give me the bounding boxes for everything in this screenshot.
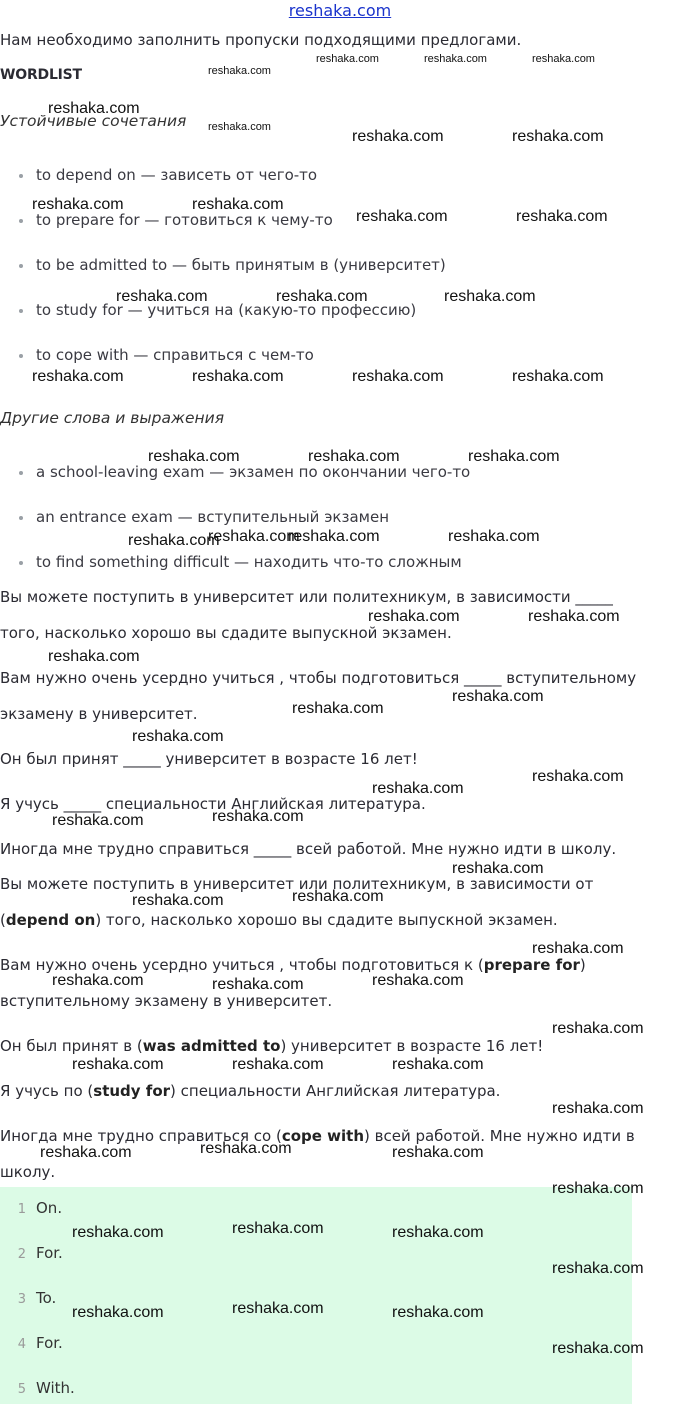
list-item: to prepare for — готовиться к чему-то: [0, 202, 670, 247]
site-header-link[interactable]: reshaka.com: [288, 1, 392, 20]
watermark-text: reshaka.com: [132, 728, 224, 745]
watermark-text: reshaka.com: [200, 1140, 292, 1157]
answer-phrase: was admitted to: [142, 1037, 281, 1055]
watermark-text: reshaka.com: [292, 888, 384, 905]
watermark-text: reshaka.com: [232, 1220, 324, 1237]
watermark-text: reshaka.com: [352, 128, 444, 145]
task-sentence-1: Вы можете поступить в университет или политехникум, в зависимости _____: [0, 588, 613, 606]
wordlist-heading: WORDLIST: [0, 67, 82, 83]
watermark-text: reshaka.com: [288, 528, 380, 545]
list-item: to be admitted to — быть принятым в (университет): [0, 247, 670, 292]
filled-sentence-2-cont: вступительному экзамену в университет.: [0, 992, 333, 1010]
section2-list: [0, 454, 670, 589]
answer-phrase: depend on: [5, 911, 96, 929]
answer-phrase: prepare for: [483, 956, 580, 974]
watermark-text: reshaka.com: [448, 528, 540, 545]
task-sentence-2: Вам нужно очень усердно учиться , чтобы подготовиться _____ вступительному: [0, 669, 637, 687]
watermark-text: reshaka.com: [372, 972, 464, 989]
filled-sentence-1-cont: (depend on) того, насколько хорошо вы сдадите выпускной экзамен.: [0, 911, 558, 929]
list-item: to cope with — справиться с чем-то: [0, 337, 670, 382]
watermark-text: reshaka.com: [148, 448, 240, 465]
filled-sentence-2: Вам нужно очень усердно учиться , чтобы подготовиться к (prepare for): [0, 956, 586, 974]
watermark-text: reshaka.com: [528, 608, 620, 625]
watermark-text: reshaka.com: [72, 1224, 164, 1241]
watermark-text: reshaka.com: [552, 1180, 644, 1197]
intro-text: Нам необходимо заполнить пропуски подходящими предлогами.: [0, 31, 522, 49]
watermark-text: reshaka.com: [392, 1304, 484, 1321]
watermark-text: reshaka.com: [212, 808, 304, 825]
watermark-text: reshaka.com: [516, 208, 608, 225]
watermark-text: reshaka.com: [72, 1056, 164, 1073]
answer-row: 4 For.: [17, 1334, 63, 1352]
watermark-text: reshaka.com: [372, 780, 464, 797]
watermark-text: reshaka.com: [452, 688, 544, 705]
task-sentence-2-cont: экзамену в университет.: [0, 705, 198, 723]
watermark-text: reshaka.com: [276, 288, 368, 305]
watermark-text: reshaka.com: [512, 128, 604, 145]
watermark-text: reshaka.com: [316, 53, 379, 65]
watermark-text: reshaka.com: [356, 208, 448, 225]
filled-sentence-1: Вы можете поступить в университет или политехникум, в зависимости от: [0, 875, 594, 893]
task-sentence-3: Он был принят _____ университет в возрасте 16 лет!: [0, 750, 418, 768]
watermark-text: reshaka.com: [128, 532, 220, 549]
task-sentence-1-cont: того, насколько хорошо вы сдадите выпускной экзамен.: [0, 624, 452, 642]
watermark-text: reshaka.com: [212, 976, 304, 993]
watermark-text: reshaka.com: [40, 1144, 132, 1161]
watermark-text: reshaka.com: [48, 100, 140, 117]
list-item: an entrance exam — вступительный экзамен: [0, 499, 670, 544]
answer-phrase: study for: [93, 1082, 171, 1100]
watermark-text: reshaka.com: [32, 368, 124, 385]
watermark-text: reshaka.com: [208, 528, 300, 545]
watermark-text: reshaka.com: [552, 1260, 644, 1277]
watermark-text: reshaka.com: [232, 1056, 324, 1073]
section2-heading: Другие слова и выражения: [0, 409, 225, 427]
watermark-text: reshaka.com: [392, 1056, 484, 1073]
watermark-text: reshaka.com: [72, 1304, 164, 1321]
watermark-text: reshaka.com: [368, 608, 460, 625]
task-sentence-5: Иногда мне трудно справиться _____ всей работой. Мне нужно идти в школу.: [0, 840, 617, 858]
watermark-text: reshaka.com: [552, 1100, 644, 1117]
watermark-text: reshaka.com: [52, 812, 144, 829]
watermark-text: reshaka.com: [532, 940, 624, 957]
watermark-text: reshaka.com: [424, 53, 487, 65]
section1-heading: Устойчивые сочетания: [0, 112, 187, 130]
answer-row: 5 With.: [17, 1379, 75, 1397]
watermark-text: reshaka.com: [292, 700, 384, 717]
section1-list: [0, 157, 670, 382]
watermark-text: reshaka.com: [532, 768, 624, 785]
answer-row: 3 To.: [17, 1289, 57, 1307]
watermark-text: reshaka.com: [352, 368, 444, 385]
watermark-text: reshaka.com: [468, 448, 560, 465]
watermark-text: reshaka.com: [192, 196, 284, 213]
watermark-text: reshaka.com: [132, 892, 224, 909]
watermark-text: reshaka.com: [444, 288, 536, 305]
answer-phrase: cope with: [281, 1127, 365, 1145]
watermark-text: reshaka.com: [208, 65, 271, 77]
list-item: to study for — учиться на (какую-то профессию): [0, 292, 670, 337]
watermark-text: reshaka.com: [532, 53, 595, 65]
watermark-text: reshaka.com: [32, 196, 124, 213]
answer-row: 1 On.: [17, 1199, 63, 1217]
answer-row: 2 For.: [17, 1244, 63, 1262]
filled-sentence-5: Иногда мне трудно справиться со (cope with) всей работой. Мне нужно идти в: [0, 1127, 635, 1145]
watermark-text: reshaka.com: [192, 368, 284, 385]
watermark-text: reshaka.com: [552, 1020, 644, 1037]
watermark-text: reshaka.com: [116, 288, 208, 305]
watermark-text: reshaka.com: [452, 860, 544, 877]
list-item: to find something difficult — находить что-то сложным: [0, 544, 670, 589]
watermark-text: reshaka.com: [392, 1224, 484, 1241]
watermark-text: reshaka.com: [48, 648, 140, 665]
watermark-text: reshaka.com: [392, 1144, 484, 1161]
watermark-text: reshaka.com: [208, 121, 271, 133]
filled-sentence-3: Он был принят в (was admitted to) университет в возрасте 16 лет!: [0, 1037, 544, 1055]
watermark-text: reshaka.com: [308, 448, 400, 465]
list-item: to depend on — зависеть от чего-то: [0, 157, 670, 202]
list-item: a school-leaving exam — экзамен по окончании чего-то: [0, 454, 670, 499]
filled-sentence-5-cont: школу.: [0, 1163, 56, 1181]
filled-sentence-4: Я учусь по (study for) специальности Английская литература.: [0, 1082, 501, 1100]
watermark-text: reshaka.com: [552, 1340, 644, 1357]
task-sentence-4: Я учусь _____ специальности Английская литература.: [0, 795, 426, 813]
watermark-text: reshaka.com: [232, 1300, 324, 1317]
watermark-text: reshaka.com: [52, 972, 144, 989]
watermark-text: reshaka.com: [512, 368, 604, 385]
